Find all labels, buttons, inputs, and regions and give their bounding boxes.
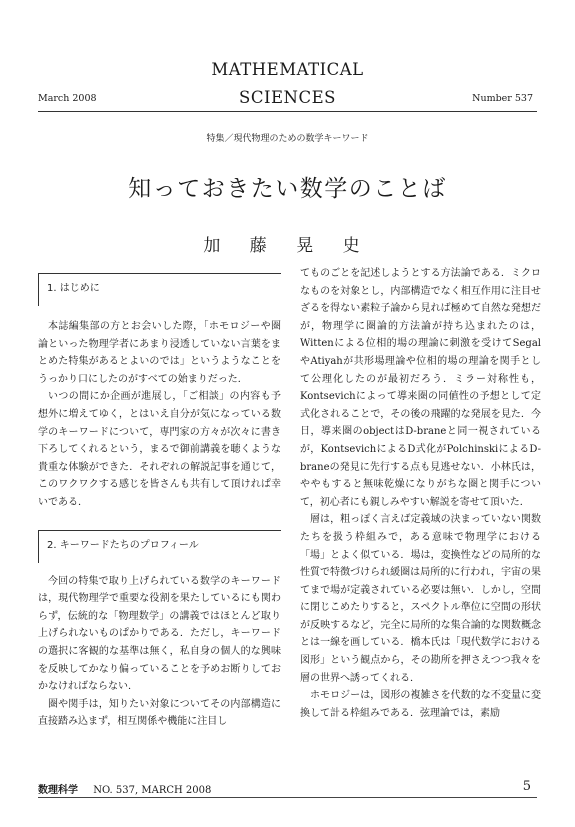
- paragraph: ホモロジーは，図形の複雑さを代数的な不変量に変換して計る枠組みである．弦理論では，素励: [300, 690, 541, 719]
- paragraph: てものごとを記述しようとする方法論である．ミクロなものを対象とし，内部構造でなく相互作用に注目せざるを得ない素粒子論から見れば極めて自然な発想だが，物理学に圏論的方法論が持ち込まれたのは，Wittenによる位相的場の理論に刺激を受けてSegalやAtiyahが共形場理論や位相的場の理論を関手として公理化したのが最初だろう．ミラー対称性も，Kontsevichによって導来圏の同値性の予想として定式化されることで，その後の飛躍的な発展を見た．今日，導来圏のobjectはD-braneと同一視されているが，KontsevichによるD式化がPolchinskiによるD-braneの発見に先行する点も見逃せない．小林氏は，ややもすると無味乾燥になりがちな圏と関手について，初心者にも親しみやすい解説を寄せて頂いた．: [300, 268, 541, 508]
- journal-title-line2: SCIENCES: [239, 88, 336, 107]
- series-label: 特集／現代物理のための数学キーワード: [206, 134, 369, 144]
- right-column: [300, 265, 541, 722]
- footer-issue: NO. 537, MARCH 2008: [93, 785, 212, 796]
- page-number: 5: [522, 779, 531, 794]
- paragraph: 今回の特集で取り上げられている数学のキーワードは，現代物理学で重要な役割を果たしているにも関わらず，伝統的な「物理数学」の講義ではほとんど取り上げられないものぱかりである．ただし，キーワードの選択に客観的な基準は無く，私自身の個人的な興味を反映してかなり偏っていることを予めお断りしておかなければならない．: [38, 575, 281, 693]
- paragraph: 層は，粗っぽく言えば定義域の決まっていない関数たちを扱う枠組みで，ある意味で物理学における「場」とよく似ている．場は，変換性などの局所的な性質で特徴づけられ緩圏は局所的に行われ，宇宙の果てまで場が定義されている必要は無い．しかし，空間に閉じこめたりすると，スペクトル準位に空間の形状が反映するなど，完全に局所的な集合論的な関数概念とは一線を画している．橋本氏は「現代数学における図形」という観点から，その勘所を押さえつつ我々を層の世界へ誘ってくれる．: [300, 514, 541, 684]
- issue-number: Number 537: [472, 93, 533, 104]
- section-heading: [38, 530, 281, 563]
- paragraph: 本誌編集部の方とお会いした際，「ホモロジーや圏論といった物理学者にあまり浸透していない言葉をまとめた特集があるとよいのでは」というようなことをうっかり口にしたのがすべての始まりだった．: [38, 321, 281, 385]
- footer-rule: [38, 797, 537, 798]
- article-title: 知っておきたい数学のことば: [128, 176, 447, 202]
- paragraph: いつの間にか企画が進展し，「ご相談」の内容も予想外に増えてゆく，とはいえ自分が気になっている数学のキーワードについて，専門家の方々が次々に書き下ろしてくれるという，まるで御前講義を聴くような貴重な体験ができた．それぞれの解説記事を通じて，このワクワクする感じを皆さんも共有して頂けれぱ幸いである．: [38, 391, 281, 508]
- issue-date: March 2008: [38, 93, 97, 104]
- footer-citation: [38, 781, 211, 796]
- journal-title-line1: MATHEMATICAL: [211, 60, 364, 79]
- author-name: 加 藤 晃 史: [203, 236, 372, 256]
- header-rule: [38, 111, 537, 112]
- section-heading-text: 1. はじめに: [47, 283, 100, 294]
- section-heading-text: 2. キーワードたちのプロフィール: [47, 539, 199, 551]
- footer-journal-name: 数理科学: [38, 785, 78, 796]
- section-heading: [38, 273, 281, 306]
- paragraph: 圏や関手は，知りたい対象についてその内部構造に直接踏み込まず，相互関係や機能に注目し: [38, 698, 281, 728]
- left-column: [38, 265, 281, 731]
